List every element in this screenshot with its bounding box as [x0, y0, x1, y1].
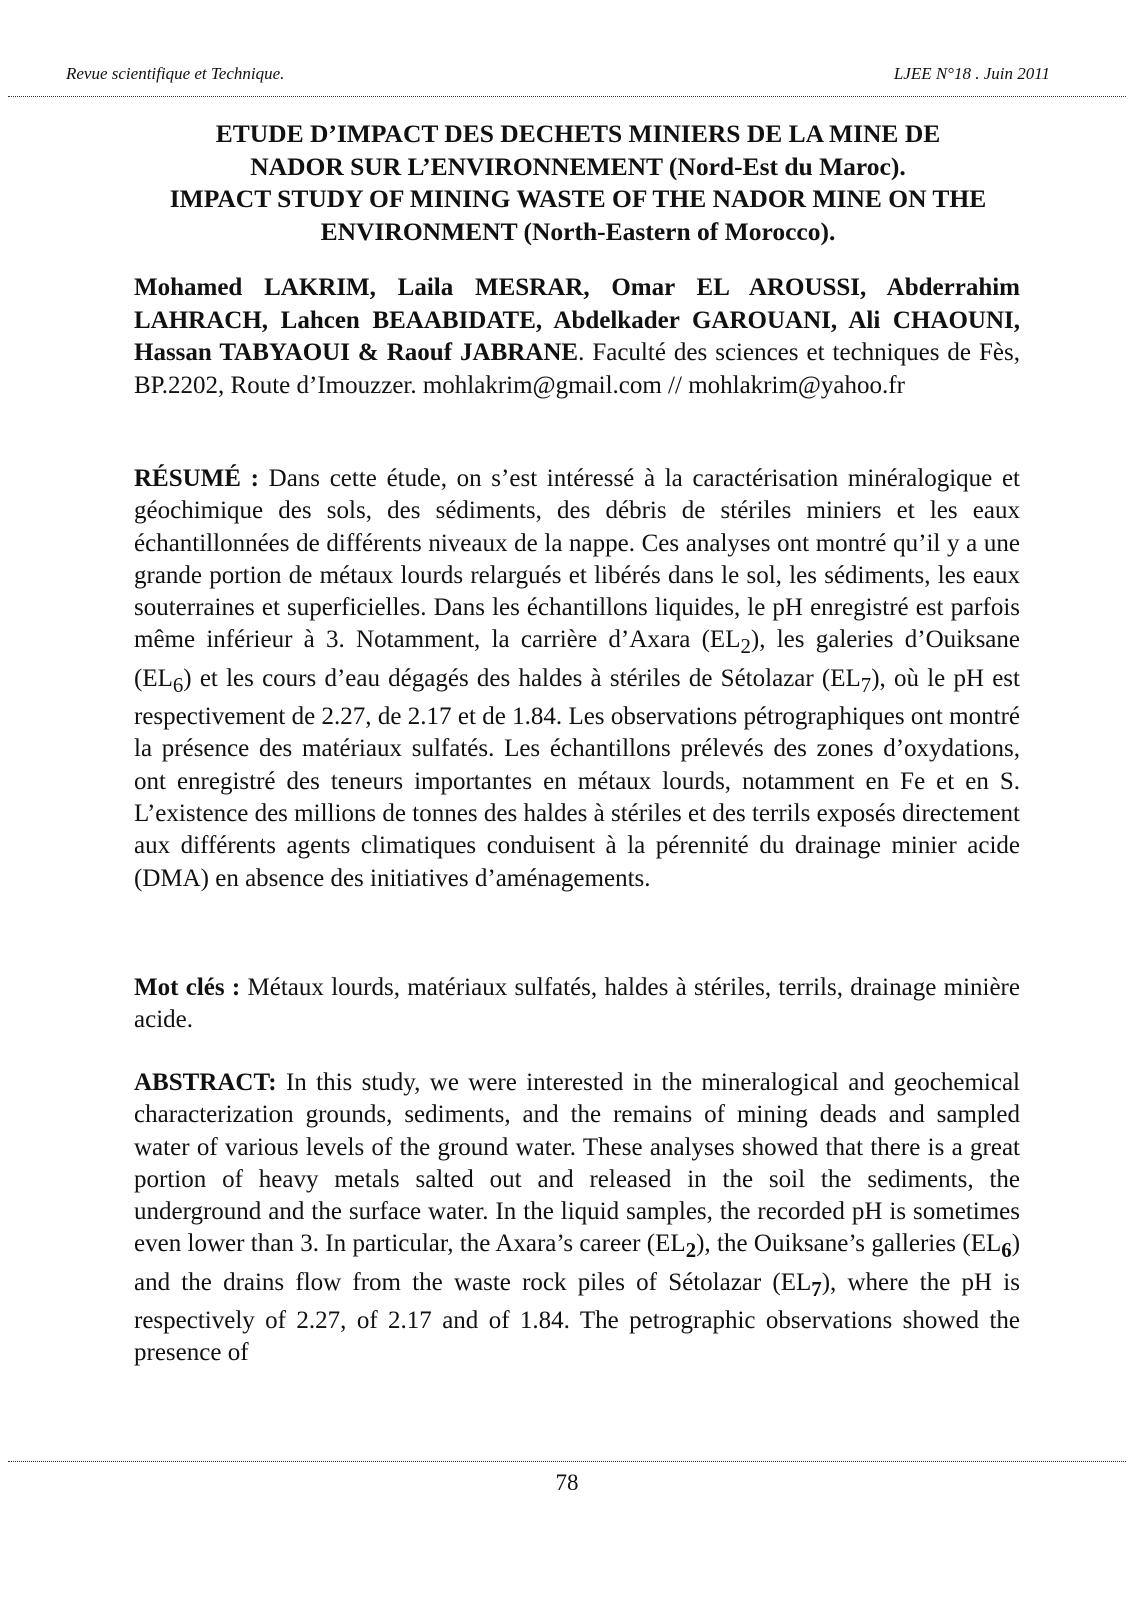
title-fr-line-2: NADOR SUR L’ENVIRONNEMENT (Nord-Est du Maroc).	[250, 151, 906, 181]
running-header	[66, 64, 1050, 84]
resume-paragraph	[134, 463, 1020, 895]
abstract-subscript-2: 6	[1001, 1238, 1012, 1263]
title-en-line-2: ENVIRONMENT (North-Eastern of Morocco).	[320, 216, 836, 246]
page-number: 78	[555, 1470, 579, 1495]
abstract-paragraph	[134, 1067, 1020, 1370]
abstract-text-1: In this study, we were interested in the mineralogical and geochemical characterization grounds, sediments, and the remains of mining deads and sampled water of various levels of the ground water. These analyses showed that there is a great portion of heavy metals salted out and released in the soil the sediments, the underground and the surface water. In the liquid samples, the recorded pH is sometimes even lower than 3. In particular, the Axara’s career (EL	[134, 1069, 1020, 1258]
resume-subscript-1: 2	[740, 634, 751, 659]
abstract-text-4: ), where the pH is respectively of 2.27, of 2.17 and of 1.84. The petrographic observations showed the presence of	[134, 1268, 1020, 1367]
resume-text-3: ) et les cours d’eau dégagés des haldes à stériles de Sétolazar (EL	[183, 664, 861, 692]
resume-subscript-2: 6	[172, 672, 184, 697]
abstract-subscript-1: 2	[685, 1238, 697, 1263]
author-names: Mohamed LAKRIM, Laila MESRAR, Omar EL AROUSSI, Abderrahim LAHRACH, Lahcen BEAABIDATE, Abdelkader GAROUANI, Ali CHAOUNI, Hassan TABYAOUI & Raouf JABRANE	[134, 274, 1020, 366]
article-title	[128, 118, 1028, 248]
author-block	[134, 272, 1020, 402]
abstract-subscript-3: 7	[811, 1276, 822, 1301]
resume-subscript-3: 7	[860, 672, 872, 697]
keywords-text: Métaux lourds, matériaux sulfatés, haldes à stériles, terrils, drainage minière acide.	[134, 974, 1020, 1034]
issue-info: LJEE N°18 . Juin 2011	[893, 64, 1050, 83]
keywords-label: Mot clés :	[134, 974, 241, 1001]
title-en-line-1: IMPACT STUDY OF MINING WASTE OF THE NADOR MINE ON THE	[169, 184, 987, 213]
abstract-text-2: ), the Ouiksane’s galleries (EL	[696, 1230, 1002, 1258]
header-divider	[8, 96, 1126, 97]
resume-label: RÉSUMÉ :	[134, 465, 259, 492]
title-fr-line-1: ETUDE D’IMPACT DES DECHETS MINIERS DE LA MINE DE	[215, 119, 941, 148]
resume-text-2: ), les galeries d’Ouiksane (EL	[134, 626, 1020, 692]
footer-divider	[8, 1461, 1126, 1462]
keywords-paragraph	[134, 972, 1020, 1037]
resume-text-4: ), où le pH est respectivement de 2.27, de 2.17 et de 1.84. Les observations pétrographiques ont montré la présence des matériaux sulfatés. Les échantillons prélevés des zones d’oxydations, ont enregistré des teneurs importantes en métaux lourds, notamment en Fe et en S. L’existence des millions de tonnes des haldes à stériles et des terrils exposés directement aux différents agents climatiques conduisent à la pérennité du drainage minier acide (DMA) en absence des initiatives d’aménagements.	[134, 664, 1020, 892]
author-affiliation: . Faculté des sciences et techniques de Fès, BP.2202, Route d’Imouzzer. mohlakrim@gmail.com // mohlakrim@yahoo.fr	[134, 339, 1020, 399]
resume-text-1: Dans cette étude, on s’est intéressé à la caractérisation minéralogique et géochimique des sols, des sédiments, des débris de stériles miniers et les eaux échantillonnées de différents niveaux de la nappe. Ces analyses ont montré qu’il y a une grande portion de métaux lourds relargués et libérés dans le sol, les sédiments, les eaux souterraines et superficielles. Dans les échantillons liquides, le pH enregistré est parfois même inférieur à 3. Notamment, la carrière d’Axara (EL	[134, 465, 1020, 654]
journal-name: Revue scientifique et Technique.	[66, 64, 285, 83]
abstract-text-3: ) and the drains flow from the waste rock piles of Sétolazar (EL	[134, 1230, 1021, 1296]
abstract-label: ABSTRACT:	[134, 1069, 277, 1096]
